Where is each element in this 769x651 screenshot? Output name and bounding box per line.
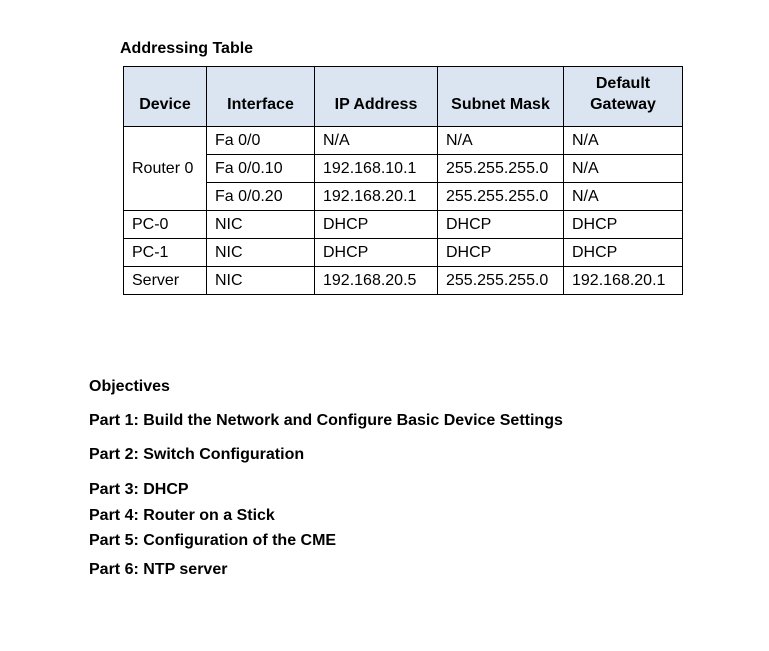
interface-cell: Fa 0/0.10: [207, 155, 315, 183]
table-row: [124, 183, 683, 211]
interface-cell: NIC: [207, 267, 315, 295]
interface-cell: Fa 0/0.20: [207, 183, 315, 211]
objective-part-2: Part 2: Switch Configuration: [89, 446, 305, 463]
mask-cell: 255.255.255.0: [438, 155, 564, 183]
mask-cell: DHCP: [438, 211, 564, 239]
ip-cell: 192.168.10.1: [315, 155, 438, 183]
mask-cell: N/A: [438, 127, 564, 155]
objective-part-1: Part 1: Build the Network and Configure Basic Device Settings: [89, 412, 563, 429]
ip-cell: N/A: [315, 127, 438, 155]
mask-cell: 255.255.255.0: [438, 183, 564, 211]
mask-cell: 255.255.255.0: [438, 267, 564, 295]
ip-cell: DHCP: [315, 211, 438, 239]
interface-cell: Fa 0/0: [207, 127, 315, 155]
table-row: [124, 127, 683, 155]
objectives-heading: Objectives: [89, 378, 170, 395]
gateway-cell: N/A: [564, 183, 683, 211]
objective-part-6: Part 6: NTP server: [89, 561, 228, 578]
mask-cell: DHCP: [438, 239, 564, 267]
header-row: [124, 67, 683, 127]
header-device: Device: [124, 67, 207, 127]
header-ip-address: IP Address: [315, 67, 438, 127]
device-cell: PC-1: [124, 239, 207, 267]
header-subnet-mask: Subnet Mask: [438, 67, 564, 127]
gateway-cell: N/A: [564, 155, 683, 183]
header-default-gateway: Default Gateway: [564, 67, 683, 127]
gateway-cell: DHCP: [564, 211, 683, 239]
interface-cell: NIC: [207, 239, 315, 267]
ip-cell: 192.168.20.1: [315, 183, 438, 211]
device-cell: Router 0: [124, 127, 207, 211]
ip-cell: DHCP: [315, 239, 438, 267]
objective-part-3: Part 3: DHCP: [89, 481, 189, 498]
interface-cell: NIC: [207, 211, 315, 239]
table-row: [124, 239, 683, 267]
objective-part-4: Part 4: Router on a Stick: [89, 507, 275, 524]
table-caption: Addressing Table: [120, 40, 254, 57]
objective-part-5: Part 5: Configuration of the CME: [89, 532, 337, 549]
table-row: [124, 211, 683, 239]
addressing-table: [123, 66, 683, 295]
device-cell: PC-0: [124, 211, 207, 239]
ip-cell: 192.168.20.5: [315, 267, 438, 295]
gateway-cell: DHCP: [564, 239, 683, 267]
gateway-cell: N/A: [564, 127, 683, 155]
device-cell: Server: [124, 267, 207, 295]
table-row: [124, 155, 683, 183]
table-row: [124, 267, 683, 295]
header-interface: Interface: [207, 67, 315, 127]
gateway-cell: 192.168.20.1: [564, 267, 683, 295]
